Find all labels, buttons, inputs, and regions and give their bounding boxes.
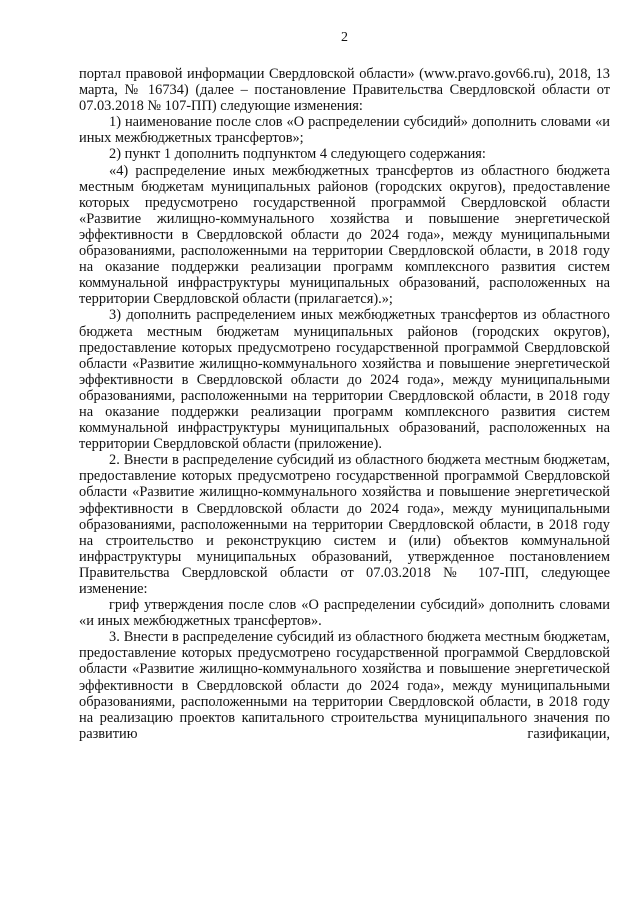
paragraph-item-3: 3) дополнить распределением иных межбюджетных трансфертов из областного бюджета местным бюджетам муниципальных районов (городских округов), предоставление которых предусмотрено государственной программой Свердловской области «Развитие жилищно-коммунального хозяйства и повышение энергетической эффективности в Свердловской области до 2024 года», между муниципальными образованиями, расположенными на территории Свердловской области, в 2018 году на оказание поддержки реализации программ комплексного развития систем коммунальной инфраструктуры муниципальных образований, расположенных на территории Свердловской области (приложение). <box>79 307 610 453</box>
page-number: 2 <box>341 30 348 45</box>
paragraph-section-3: 3. Внести в распределение субсидий из областного бюджета местным бюджетам, предоставление которых предусмотрено государственной программой Свердловской области «Развитие жилищно-коммунального хозяйства и повышение энергетической эффективности в Свердловской области до 2024 года», между муниципальными образованиями, расположенными на территории Свердловской области, в 2018 году на реализацию проектов капитального строительства муниципального значения по развитию газификации, <box>79 629 610 742</box>
paragraph-section-2: 2. Внести в распределение субсидий из областного бюджета местным бюджетам, предоставление которых предусмотрено государственной программой Свердловской области «Развитие жилищно-коммунального хозяйства и повышение энергетической эффективности в Свердловской области до 2024 года», между муниципальными образованиями, расположенными на территории Свердловской области, в 2018 году на строительство и реконструкцию систем и (или) объектов коммунальной инфраструктуры муниципальных образований, утвержденное постановлением Правительства Свердловской области от 07.03.2018 № 107-ПП, следующее изменение: <box>79 452 610 597</box>
document-page <box>79 30 610 742</box>
paragraph-intro: портал правовой информации Свердловской области» (www.pravo.gov66.ru), 2018, 13 марта, № 16734) (далее – постановление Правительства Свердловской области от 07.03.2018 № 107-ПП) следующие изменения: <box>79 66 610 115</box>
paragraph-approval-stamp: гриф утверждения после слов «О распределении субсидий» дополнить словами «и иных межбюджетных трансфертов». <box>79 597 610 630</box>
paragraph-item-2: 2) пункт 1 дополнить подпунктом 4 следующего содержания: <box>109 146 486 163</box>
paragraph-subitem-4: «4) распределение иных межбюджетных трансфертов из областного бюджета местным бюджетам муниципальных районов (городских округов), предоставление которых предусмотрено государственной программой Свердловской области «Развитие жилищно-коммунального хозяйства и повышение энергетической эффективности в Свердловской области до 2024 года», между муниципальными образованиями, расположенными на территории Свердловской области, в 2018 году на оказание поддержки реализации программ комплексного развития систем коммунальной инфраструктуры муниципальных образований, расположенных на территории Свердловской области (прилагается).»; <box>79 162 610 308</box>
paragraph-item-1: 1) наименование после слов «О распределении субсидий» дополнить словами «и иных межбюджетных трансфертов»; <box>79 114 610 147</box>
